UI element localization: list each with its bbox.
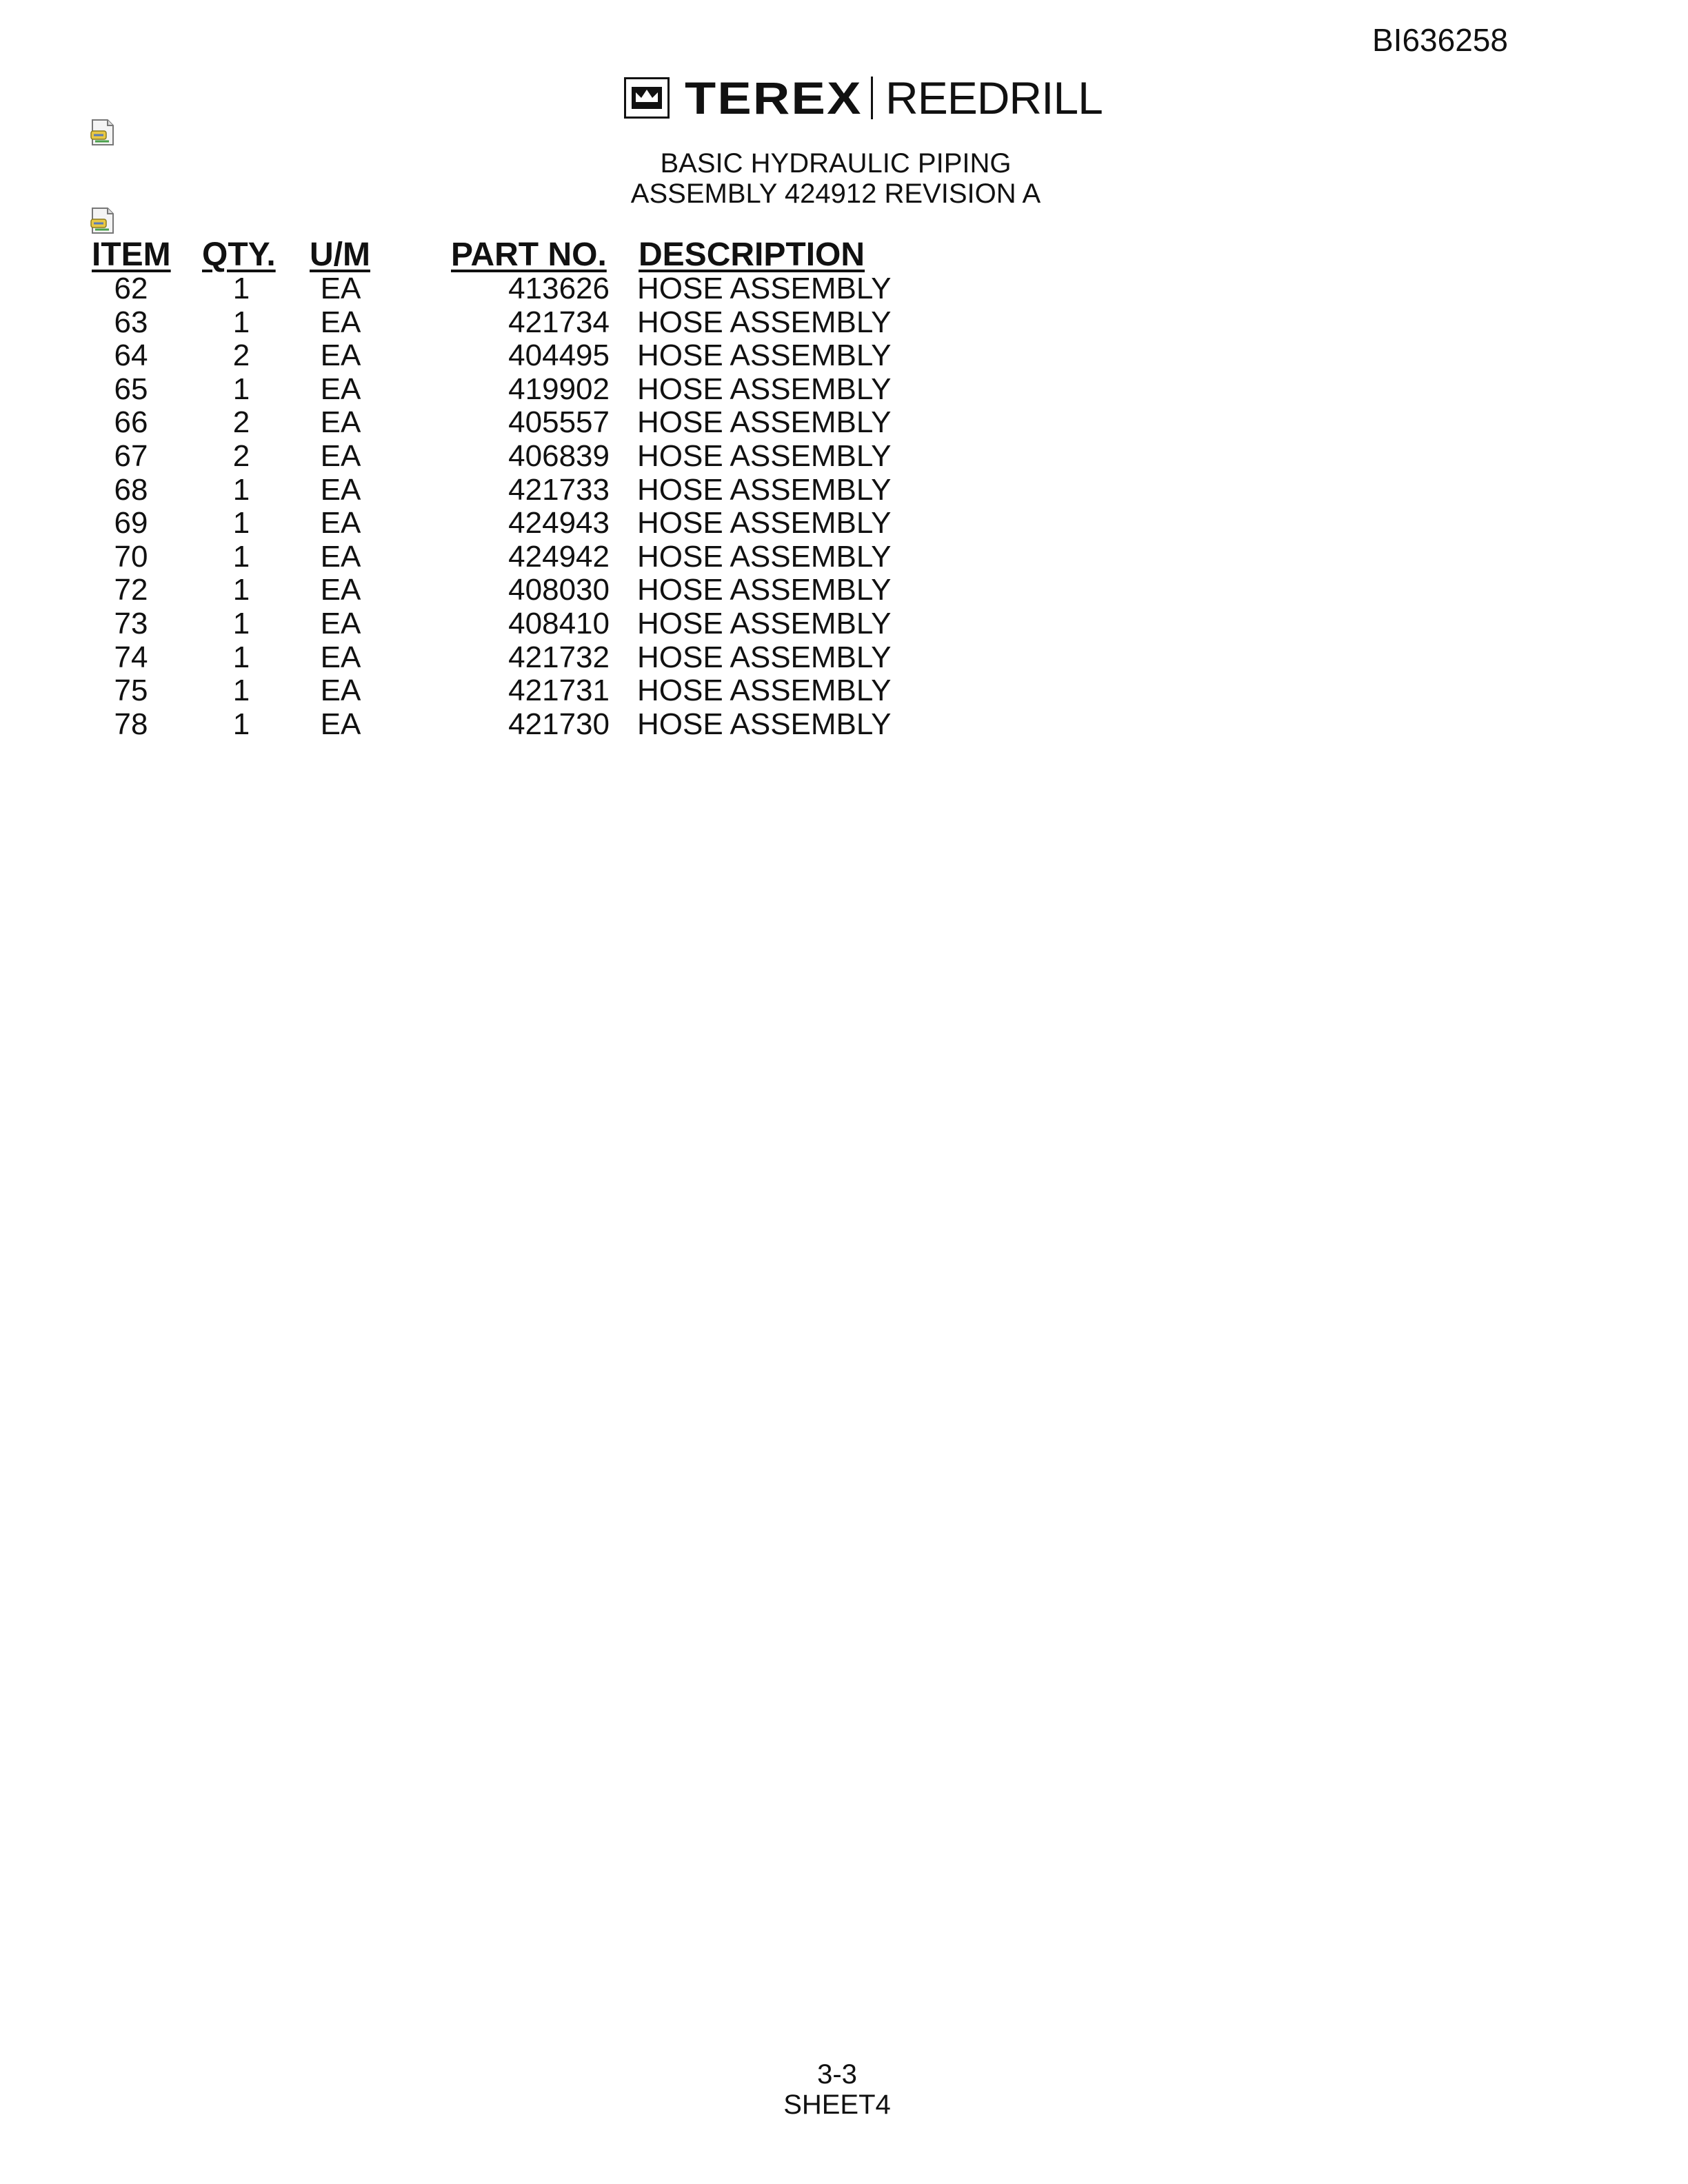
logo-divider — [871, 77, 873, 119]
description: HOSE ASSEMBLY — [637, 272, 892, 305]
item-number: 63 — [114, 305, 148, 339]
table-row — [0, 641, 965, 675]
unit-of-measure: EA — [320, 338, 361, 373]
item-number: 65 — [114, 372, 148, 406]
item-number: 70 — [114, 539, 148, 574]
table-row — [0, 339, 965, 373]
column-header-description: DESCRIPTION — [639, 236, 865, 273]
description: HOSE ASSEMBLY — [637, 539, 892, 574]
description: HOSE ASSEMBLY — [637, 305, 892, 339]
logo-sub-text: REEDRILL — [885, 72, 1103, 123]
part-number: 421733 — [508, 472, 610, 507]
description: HOSE ASSEMBLY — [637, 606, 892, 640]
quantity: 1 — [232, 305, 250, 339]
part-number: 419902 — [508, 372, 610, 406]
table-row — [0, 507, 965, 540]
quantity: 1 — [232, 606, 250, 640]
part-number: 421731 — [508, 674, 610, 708]
parts-table — [0, 272, 965, 741]
quantity: 1 — [232, 372, 250, 406]
description: HOSE ASSEMBLY — [637, 573, 892, 607]
part-number: 424942 — [508, 539, 610, 574]
description: HOSE ASSEMBLY — [637, 640, 892, 674]
column-header-um: U/M — [310, 236, 370, 273]
description: HOSE ASSEMBLY — [637, 707, 892, 741]
column-header-qty: QTY. — [202, 236, 276, 273]
item-number: 64 — [114, 338, 148, 373]
unit-of-measure: EA — [320, 405, 361, 440]
item-number: 72 — [114, 573, 148, 607]
unit-of-measure: EA — [320, 573, 361, 607]
description: HOSE ASSEMBLY — [637, 472, 892, 507]
table-row — [0, 540, 965, 574]
quantity: 1 — [232, 707, 250, 741]
item-number: 66 — [114, 405, 148, 440]
table-row — [0, 406, 965, 440]
unit-of-measure: EA — [320, 539, 361, 574]
part-number: 421734 — [508, 305, 610, 339]
item-number: 62 — [114, 272, 148, 305]
document-id: BI636258 — [1372, 22, 1508, 58]
unit-of-measure: EA — [320, 472, 361, 507]
page-number: 3-3 — [817, 2059, 857, 2090]
item-number: 78 — [114, 707, 148, 741]
table-row — [0, 674, 965, 708]
description: HOSE ASSEMBLY — [637, 438, 892, 473]
part-number: 406839 — [508, 438, 610, 473]
unit-of-measure: EA — [320, 305, 361, 339]
unit-of-measure: EA — [320, 674, 361, 708]
logo-brand-text: TEREX — [685, 72, 863, 123]
document-title-line2: ASSEMBLY 424912 REVISION A — [630, 179, 1041, 209]
quantity: 1 — [232, 506, 250, 540]
description: HOSE ASSEMBLY — [637, 506, 892, 540]
unit-of-measure: EA — [320, 372, 361, 406]
quantity: 1 — [232, 272, 250, 305]
quantity: 2 — [232, 405, 250, 440]
unit-of-measure: EA — [320, 640, 361, 674]
quantity: 2 — [232, 338, 250, 373]
part-number: 421732 — [508, 640, 610, 674]
description: HOSE ASSEMBLY — [637, 372, 892, 406]
table-row — [0, 574, 965, 607]
item-number: 74 — [114, 640, 148, 674]
table-row — [0, 373, 965, 407]
part-number: 421730 — [508, 707, 610, 741]
table-row — [0, 607, 965, 641]
column-header-item: ITEM — [92, 236, 171, 273]
quantity: 1 — [232, 539, 250, 574]
quantity: 1 — [232, 573, 250, 607]
quantity: 1 — [232, 674, 250, 708]
part-number: 413626 — [508, 272, 610, 305]
unit-of-measure: EA — [320, 707, 361, 741]
item-number: 68 — [114, 472, 148, 507]
table-row — [0, 306, 965, 340]
terex-crown-icon — [624, 77, 670, 119]
unit-of-measure: EA — [320, 606, 361, 640]
unit-of-measure: EA — [320, 438, 361, 473]
part-number: 408030 — [508, 573, 610, 607]
part-number: 405557 — [508, 405, 610, 440]
table-row — [0, 474, 965, 507]
quantity: 1 — [232, 472, 250, 507]
part-number: 408410 — [508, 606, 610, 640]
table-row — [0, 708, 965, 742]
item-number: 67 — [114, 438, 148, 473]
unit-of-measure: EA — [320, 506, 361, 540]
table-row — [0, 272, 965, 306]
part-number: 424943 — [508, 506, 610, 540]
sheet-label: SHEET4 — [783, 2090, 891, 2120]
item-number: 69 — [114, 506, 148, 540]
document-link-icon[interactable] — [90, 207, 116, 234]
description: HOSE ASSEMBLY — [637, 405, 892, 440]
description: HOSE ASSEMBLY — [637, 674, 892, 708]
column-header-part-no: PART NO. — [451, 236, 607, 273]
item-number: 75 — [114, 674, 148, 708]
document-link-icon[interactable] — [90, 119, 116, 146]
table-row — [0, 440, 965, 474]
document-title-line1: BASIC HYDRAULIC PIPING — [660, 148, 1012, 179]
unit-of-measure: EA — [320, 272, 361, 305]
quantity: 1 — [232, 640, 250, 674]
quantity: 2 — [232, 438, 250, 473]
part-number: 404495 — [508, 338, 610, 373]
item-number: 73 — [114, 606, 148, 640]
description: HOSE ASSEMBLY — [637, 338, 892, 373]
terex-reedrill-logo — [624, 74, 1103, 121]
